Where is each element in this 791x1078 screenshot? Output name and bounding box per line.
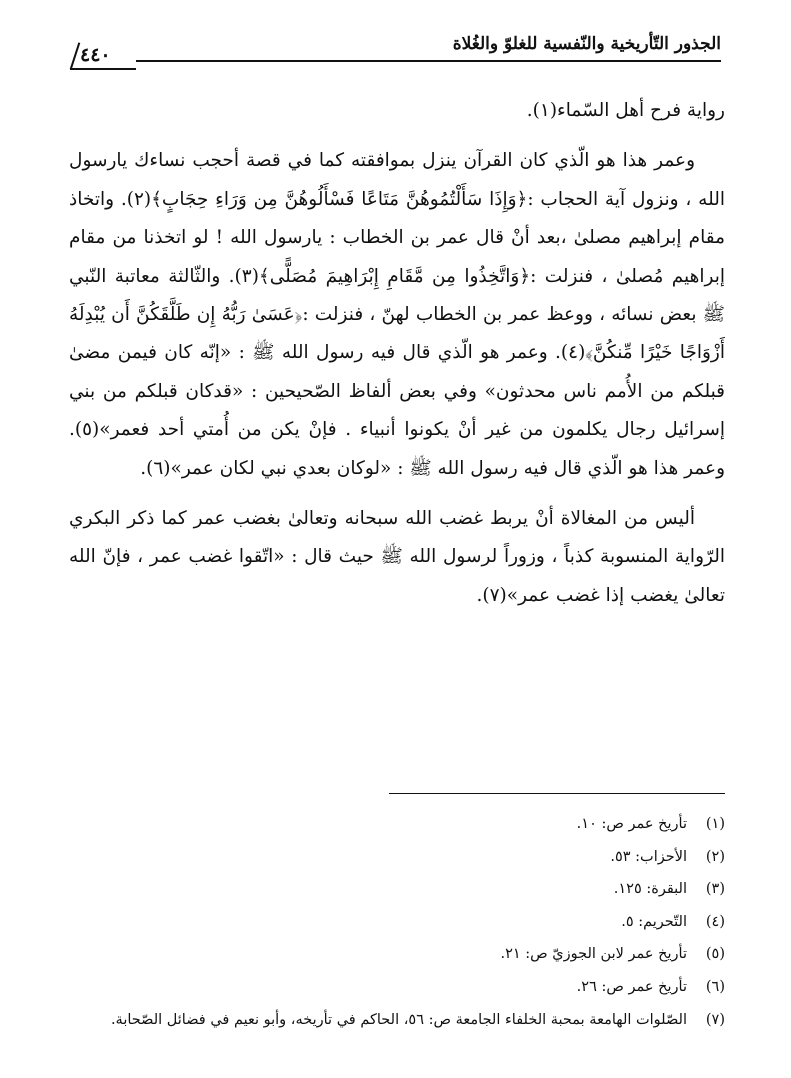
footnote-item: [65, 841, 725, 874]
footnote-text: البقرة: ١٢٥.: [613, 881, 687, 898]
footnote-text: تأريخ عمر ص: ٢٦.: [576, 978, 687, 995]
footnote-text: تأريخ عمر لابن الجوزيّ ص: ٢١.: [500, 946, 687, 963]
footnote-number: (٢): [705, 848, 725, 865]
footnote-number: (٤): [705, 913, 725, 930]
page-number-box: [66, 42, 134, 68]
paragraph: وعمر هذا هو الّذي كان القرآن ينزل بموافقته كما في قصة أحجب نساءك يارسول الله ، ونزول آية الحجاب :﴿وَإِذَا سَأَلْتُمُوهُنَّ مَتَاعًا فَسْأَلُوهُنَّ مِن وَرَاءِ حِجَابٍ﴾(٢). واتخاذ مقام إبراهيم مصلىٰ ،بعد أنْ قال عمر بن الخطاب : يارسول الله ! لو اتخذنا من مقام إبراهيم مُصلىٰ ، فنزلت :﴿وَاتَّخِذُوا مِن مَّقَامِ إِبْرَاهِيمَ مُصَلًّى﴾(٣). والثّالثة معاتبة النّبي ﷺ بعض نسائه ، ووعظ عمر بن الخطاب لهنّ ، فنزلت :﴿عَسَىٰ رَبُّهُ إِن طَلَّقَكُنَّ أَن يُبْدِلَهُ أَزْوَاجًا خَيْرًا مِّنكُنَّ﴾(٤). وعمر هو الّذي قال فيه رسول الله ﷺ : «إنّه كان فيمن مضىٰ قبلكم من الأُمم ناس محدثون» وفي بعض ألفاظ الصّحيحين : «قدكان قبلكم من بني إسرائيل رجال يكلمون من غير أنْ يكونوا أنبياء . فإنْ يكن من أُمتي أحد فعمر»(٥). وعمر هذا هو الّذي قال فيه رسول الله ﷺ : «لوكان بعدي نبي لكان عمر»(٦).: [69, 150, 725, 479]
header-rule: [136, 60, 721, 62]
paragraph: أليس من المغالاة أنْ يربط غضب الله سبحانه وتعالىٰ بغضب عمر كما ذكر البكري الرّواية المنسوبة كذباً ، وزوراً لرسول الله ﷺ حيث قال : «اتّقوا غضب عمر ، فإنّ الله تعالىٰ يغضب إذا غضب عمر»(٧).: [69, 508, 725, 606]
page-header: [66, 32, 721, 70]
footnote-number: (٧): [705, 1011, 725, 1028]
page-number-underline: [70, 68, 136, 70]
footnote-text: الصّلوات الهامعة بمحبة الخلفاء الجامعة ص: ٥٦، الحاكم في تأريخه، وأبو نعيم في فضائل الصّحابة.: [110, 1011, 687, 1028]
footnote-item: [65, 873, 725, 906]
footnotes-list: [65, 808, 725, 1036]
footnote-item: [65, 906, 725, 939]
main-text: [69, 92, 725, 627]
footnote-number: (٥): [705, 946, 725, 963]
page-number-slash: [70, 42, 81, 69]
running-title: الجذور التّأريخية والنّفسية للغلوّ والغُلاة: [452, 34, 721, 54]
footnote-text: تأريخ عمر ص: ١٠.: [576, 816, 687, 832]
footnote-item: [65, 1004, 725, 1037]
page-number: ٤٤٠: [80, 44, 111, 66]
footnote-text: التّحريم: ٥.: [621, 913, 687, 930]
paragraph: رواية فرح أهل السّماء(١).: [526, 100, 725, 121]
footnote-item: [65, 938, 725, 971]
footnote-separator: [389, 793, 725, 794]
footnote-number: (٦): [705, 978, 725, 995]
footnote-text: الأحزاب: ٥٣.: [610, 848, 687, 865]
footnote-item: [65, 808, 725, 841]
footnote-item: [65, 971, 725, 1004]
footnote-number: (١): [705, 816, 725, 832]
footnote-number: (٣): [705, 881, 725, 898]
